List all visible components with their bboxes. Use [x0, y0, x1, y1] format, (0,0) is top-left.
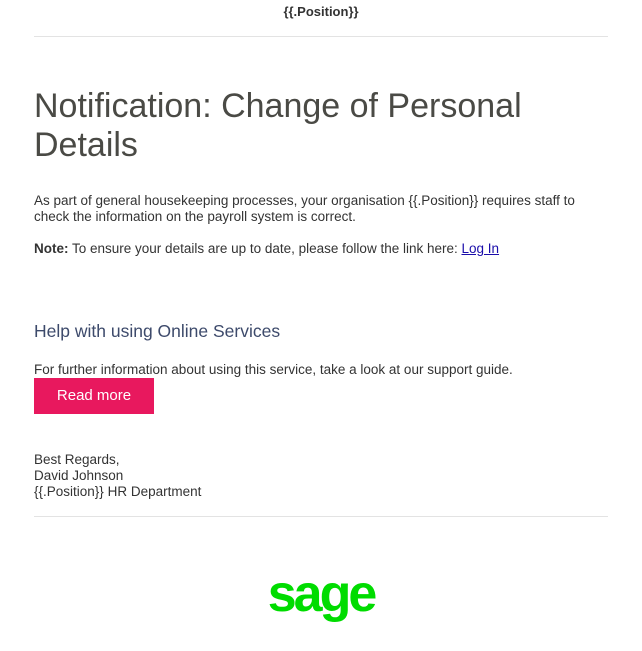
intro-paragraph: As part of general housekeeping processes, your organisation {{.Position}} requires staff to check the information on the payroll system is correct. — [34, 193, 575, 224]
note-paragraph — [34, 241, 608, 257]
signature-name: David Johnson — [34, 468, 124, 483]
page-title: Notification: Change of Personal Details — [34, 87, 522, 164]
sage-logo — [256, 571, 386, 627]
help-paragraph: For further information about using this service, take a look at our support guide. — [34, 362, 513, 377]
signature-department: {{.Position}} HR Department — [34, 484, 202, 499]
read-more-button[interactable]: Read more — [34, 378, 154, 414]
email-body — [0, 87, 642, 500]
signature-greeting: Best Regards, — [34, 452, 120, 467]
svg-text:sage: sage — [267, 571, 375, 623]
header-position-placeholder: {{.Position}} — [283, 4, 359, 19]
help-section-title: Help with using Online Services — [34, 321, 281, 341]
signature-block — [34, 452, 608, 500]
login-link[interactable]: Log In — [461, 241, 500, 256]
bottom-divider — [34, 516, 608, 517]
top-divider — [34, 36, 608, 37]
note-label: Note: — [34, 241, 69, 256]
footer-logo-wrap — [0, 571, 642, 632]
note-text: To ensure your details are up to date, please follow the link here: — [68, 241, 462, 256]
